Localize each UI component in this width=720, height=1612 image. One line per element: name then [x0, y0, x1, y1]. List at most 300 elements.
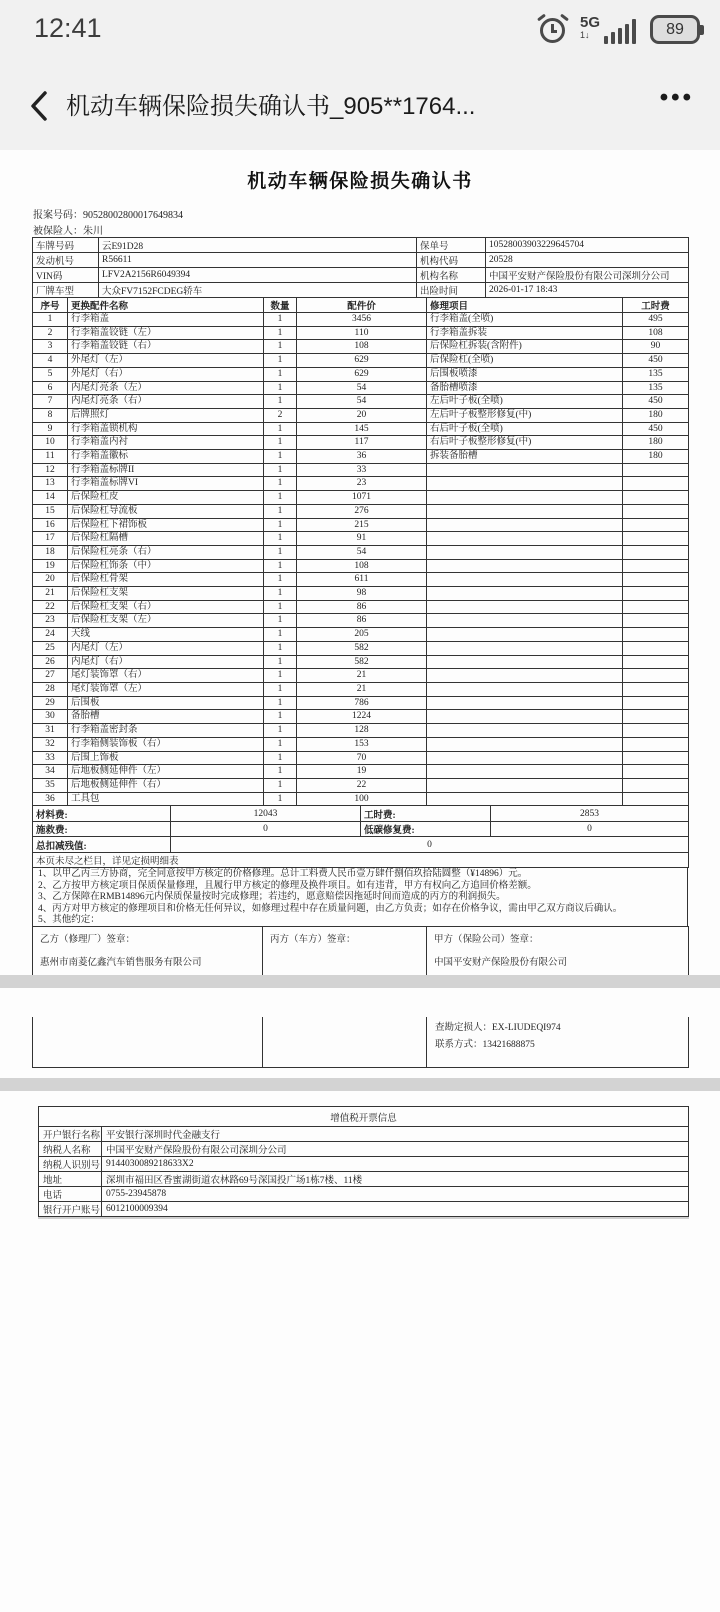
- col-repair-item: 行李箱盖(全喷): [427, 313, 623, 327]
- vat-info-row: [39, 1142, 689, 1157]
- vat-invoice-info-table: [38, 1106, 689, 1217]
- col-part-name: 外尾灯（右）: [68, 367, 264, 381]
- col-part-name: 后保险杠下裙饰板: [68, 518, 264, 532]
- col-no: 31: [33, 724, 68, 738]
- vat-value: 深圳市福田区香蜜湖街道农林路69号深国投广场1栋7楼、11楼: [102, 1172, 689, 1187]
- surveyor-name-line: 查勘定损人：EX-LIUDEQI974: [435, 1023, 561, 1033]
- parts-table-row: [33, 395, 689, 409]
- col-repair-item: [427, 682, 623, 696]
- col-repair-item: [427, 655, 623, 669]
- vat-table-title: 增值税开票信息: [39, 1107, 689, 1127]
- col-repair-item: 行李箱盖拆装: [427, 326, 623, 340]
- col-repair-item: [427, 669, 623, 683]
- clock-time: 12:41: [34, 13, 102, 43]
- col-repair-item: [427, 792, 623, 806]
- vat-info-row: [39, 1187, 689, 1202]
- col-no: 7: [33, 395, 68, 409]
- vat-label: 开户银行名称: [39, 1127, 102, 1142]
- party-c-label: 丙方（车方）签章：: [270, 935, 356, 946]
- col-labor-fee: [623, 504, 689, 518]
- col-part-price: 276: [297, 504, 427, 518]
- col-qty: 1: [264, 491, 297, 505]
- col-part-name: 备胎槽: [68, 710, 264, 724]
- col-part-name: 行李箱盖铰链（左）: [68, 326, 264, 340]
- info-label: 发动机号: [33, 253, 99, 268]
- col-part-name: 后地板侧延伸件（右）: [68, 778, 264, 792]
- col-part-price: 110: [297, 326, 427, 340]
- info-value: 云E91D28: [99, 238, 417, 253]
- status-and-nav-area: [0, 0, 720, 150]
- document-filename-title: 机动车辆保险损失确认书_905**1764...: [66, 93, 476, 120]
- vat-label: 纳税人识别号: [39, 1157, 102, 1172]
- col-repair-item: [427, 518, 623, 532]
- col-repair-item: [427, 751, 623, 765]
- col-no: 36: [33, 792, 68, 806]
- insured-person-line: 被保险人：朱川: [33, 226, 103, 237]
- parts-table-row: [33, 381, 689, 395]
- totals-row: [33, 821, 689, 837]
- col-repair-item: [427, 491, 623, 505]
- col-part-name: 后保险杠支架: [68, 587, 264, 601]
- col-labor-fee: 135: [623, 381, 689, 395]
- col-part-price: 153: [297, 737, 427, 751]
- col-part-price: 54: [297, 545, 427, 559]
- col-qty: 1: [264, 381, 297, 395]
- col-part-price: 36: [297, 450, 427, 464]
- parts-table-header-row: [33, 298, 689, 313]
- col-repair-item: [427, 696, 623, 710]
- col-labor-fee: [623, 518, 689, 532]
- col-qty: 1: [264, 395, 297, 409]
- col-part-name: 尾灯装饰罩（右）: [68, 669, 264, 683]
- col-part-price: 54: [297, 395, 427, 409]
- col-no: 28: [33, 682, 68, 696]
- col-repair-item: 右后叶子板整形修复(中): [427, 436, 623, 450]
- col-part-price: 23: [297, 477, 427, 491]
- parts-table-row: [33, 696, 689, 710]
- totals-row: [33, 806, 689, 822]
- info-value: 中国平安财产保险股份有限公司深圳分公司: [486, 268, 689, 283]
- parts-table-row: [33, 545, 689, 559]
- back-button[interactable]: [28, 90, 50, 122]
- parts-table-row: [33, 367, 689, 381]
- term-line: 2、乙方按甲方核定项目保质保量修理，且履行甲方核定的修理及换件项目。如有违背，甲方有权向乙方追回价格差额。: [38, 880, 537, 891]
- col-qty: 1: [264, 532, 297, 546]
- vat-info-row: [39, 1172, 689, 1187]
- alarm-icon: [540, 18, 565, 43]
- report-number-line: 报案号码：90528002800017649834: [33, 210, 183, 221]
- col-no: 26: [33, 655, 68, 669]
- col-qty: 1: [264, 367, 297, 381]
- col-labor-fee: 90: [623, 340, 689, 354]
- info-label: 出险时间: [417, 283, 486, 298]
- col-no: 21: [33, 587, 68, 601]
- parts-table-row: [33, 628, 689, 642]
- info-value: R56611: [99, 253, 417, 268]
- labor-fee-label: 工时费:: [361, 806, 491, 822]
- col-repair-item: 后保险杠拆装(含附件): [427, 340, 623, 354]
- col-qty: 1: [264, 751, 297, 765]
- col-part-name: 后保险杠隔槽: [68, 532, 264, 546]
- info-label: 机构代码: [417, 253, 486, 268]
- signature-continuation-row: [33, 1017, 689, 1068]
- col-qty: 1: [264, 354, 297, 368]
- vat-value: 0755-23945878: [102, 1187, 689, 1202]
- navigation-bar: [0, 78, 720, 138]
- party-b-continuation-cell: [33, 1017, 263, 1068]
- col-repair-item: [427, 587, 623, 601]
- col-no: 33: [33, 751, 68, 765]
- col-labor-fee: [623, 682, 689, 696]
- col-part-name: 内尾灯亮条（左）: [68, 381, 264, 395]
- col-labor-fee: [623, 641, 689, 655]
- parts-table-row: [33, 532, 689, 546]
- term-line: 5、其他约定：: [38, 915, 100, 926]
- col-labor-fee: [623, 710, 689, 724]
- col-part-name: 行李箱盖徽标: [68, 450, 264, 464]
- col-no: 25: [33, 641, 68, 655]
- col-qty: 1: [264, 765, 297, 779]
- col-qty: 1: [264, 614, 297, 628]
- info-value: 20528: [486, 253, 689, 268]
- vehicle-info-row: [33, 268, 689, 283]
- col-repair-item: 左后叶子板整形修复(中): [427, 408, 623, 422]
- col-repair-item: 备胎槽喷漆: [427, 381, 623, 395]
- col-qty: 1: [264, 559, 297, 573]
- document-body: [32, 237, 688, 979]
- parts-table-row: [33, 313, 689, 327]
- vehicle-info-row: [33, 283, 689, 298]
- col-qty: 1: [264, 778, 297, 792]
- page-separator: [0, 975, 720, 988]
- col-qty: 1: [264, 669, 297, 683]
- col-part-price: 108: [297, 340, 427, 354]
- document-title: 机动车辆保险损失确认书: [247, 171, 473, 192]
- document-page-1: [0, 150, 720, 975]
- parts-table-row: [33, 559, 689, 573]
- col-part-price: 145: [297, 422, 427, 436]
- col-part-name: 行李箱盖标牌II: [68, 463, 264, 477]
- col-labor-fee: [623, 724, 689, 738]
- col-labor-fee: [623, 792, 689, 806]
- document-page-2: [0, 988, 720, 1078]
- party-b-company: 惠州市南菱亿鑫汽车销售服务有限公司: [40, 958, 202, 969]
- vat-title-row: [39, 1107, 689, 1127]
- col-repair-item: 后保险杠(全喷): [427, 354, 623, 368]
- party-c-signature-cell: [263, 927, 427, 980]
- col-repair-item: [427, 573, 623, 587]
- lowcarbon-fee-value: 0: [491, 821, 689, 837]
- parts-table-row: [33, 491, 689, 505]
- parts-column-header: 序号: [33, 298, 68, 313]
- col-labor-fee: [623, 545, 689, 559]
- col-part-price: 86: [297, 614, 427, 628]
- col-repair-item: [427, 463, 623, 477]
- vat-value: 9144030089218633X2: [102, 1157, 689, 1172]
- col-no: 34: [33, 765, 68, 779]
- network-sub-label: 1↓: [580, 30, 590, 40]
- salvage-deduction-label: 总扣减残值:: [33, 837, 171, 853]
- col-no: 6: [33, 381, 68, 395]
- note-row: [33, 852, 689, 868]
- parts-column-header: 修理项目: [427, 298, 623, 313]
- col-part-price: 629: [297, 354, 427, 368]
- col-part-name: 行李箱盖标牌VI: [68, 477, 264, 491]
- material-fee-label: 材料费:: [33, 806, 171, 822]
- signal-strength-icon: [604, 18, 640, 44]
- vat-info-row: [39, 1202, 689, 1217]
- col-repair-item: 后围板喷漆: [427, 367, 623, 381]
- info-label: VIN码: [33, 268, 99, 283]
- col-part-price: 86: [297, 600, 427, 614]
- party-a-signature-cell: [427, 927, 689, 980]
- col-part-name: 后保险杠支架（左）: [68, 614, 264, 628]
- col-qty: 1: [264, 710, 297, 724]
- network-type-label: 5G: [580, 14, 601, 31]
- col-labor-fee: [623, 655, 689, 669]
- col-no: 8: [33, 408, 68, 422]
- parts-table-row: [33, 600, 689, 614]
- term-line: 3、乙方保障在RMB14896元内保质保量按时完成修理；若违约，愿意赔偿因拖延时间而造成的丙方的利润损失。: [38, 892, 506, 903]
- parts-table-row: [33, 340, 689, 354]
- party-a-company: 中国平安财产保险股份有限公司: [434, 958, 568, 969]
- col-no: 27: [33, 669, 68, 683]
- info-value: 2026-01-17 18:43: [486, 283, 689, 298]
- col-no: 13: [33, 477, 68, 491]
- col-qty: 1: [264, 600, 297, 614]
- vat-value: 平安银行深圳时代金融支行: [102, 1127, 689, 1142]
- col-no: 20: [33, 573, 68, 587]
- parts-table-row: [33, 641, 689, 655]
- col-part-name: 后围上饰板: [68, 751, 264, 765]
- col-part-price: 100: [297, 792, 427, 806]
- col-labor-fee: [623, 751, 689, 765]
- parts-column-header: 工时费: [623, 298, 689, 313]
- parts-table-row: [33, 408, 689, 422]
- col-no: 32: [33, 737, 68, 751]
- info-value: 10528003903229645704: [486, 238, 689, 253]
- col-part-name: 尾灯装饰罩（左）: [68, 682, 264, 696]
- col-no: 4: [33, 354, 68, 368]
- term-line: 1、以甲乙丙三方协商，完全同意按甲方核定的价格修理。总计工料费人民币壹万肆仟捌佰玖拾陆圆整（¥14896）元。: [38, 869, 528, 880]
- col-qty: 1: [264, 518, 297, 532]
- col-repair-item: [427, 628, 623, 642]
- col-no: 3: [33, 340, 68, 354]
- col-labor-fee: [623, 491, 689, 505]
- col-labor-fee: [623, 737, 689, 751]
- col-qty: 1: [264, 504, 297, 518]
- party-c-continuation-cell: [263, 1017, 427, 1068]
- col-labor-fee: [623, 587, 689, 601]
- parts-table-row: [33, 504, 689, 518]
- vat-label: 地址: [39, 1172, 102, 1187]
- col-part-price: 1071: [297, 491, 427, 505]
- network-indicator: [580, 15, 600, 40]
- col-qty: 1: [264, 477, 297, 491]
- col-no: 15: [33, 504, 68, 518]
- col-labor-fee: 108: [623, 326, 689, 340]
- col-repair-item: 拆装备胎槽: [427, 450, 623, 464]
- col-qty: 1: [264, 682, 297, 696]
- alarm-icon-bell: [560, 14, 569, 22]
- col-labor-fee: [623, 532, 689, 546]
- col-repair-item: [427, 641, 623, 655]
- col-part-price: 98: [297, 587, 427, 601]
- signature-row: [33, 927, 689, 980]
- col-qty: 1: [264, 326, 297, 340]
- parts-column-header: 数量: [264, 298, 297, 313]
- parts-table-row: [33, 587, 689, 601]
- parts-table-row: [33, 724, 689, 738]
- col-repair-item: [427, 532, 623, 546]
- col-part-price: 21: [297, 669, 427, 683]
- col-qty: 1: [264, 641, 297, 655]
- info-label: 厂牌车型: [33, 283, 99, 298]
- col-no: 11: [33, 450, 68, 464]
- page-note: 本页未尽之栏目，详见定损明细表: [33, 852, 689, 868]
- signature-table: [32, 926, 689, 979]
- col-qty: 1: [264, 628, 297, 642]
- col-part-price: 1224: [297, 710, 427, 724]
- rescue-fee-label: 施救费:: [33, 821, 171, 837]
- col-part-price: 19: [297, 765, 427, 779]
- lowcarbon-fee-label: 低碳修复费:: [361, 821, 491, 837]
- parts-table-row: [33, 669, 689, 683]
- more-options-button[interactable]: •••: [659, 84, 694, 111]
- surveyor-cell: [427, 1017, 689, 1068]
- parts-and-repair-table: [32, 297, 689, 806]
- col-repair-item: [427, 724, 623, 738]
- parts-table-row: [33, 655, 689, 669]
- material-fee-value: 12043: [171, 806, 361, 822]
- col-no: 9: [33, 422, 68, 436]
- parts-table-row: [33, 614, 689, 628]
- col-labor-fee: 180: [623, 436, 689, 450]
- col-labor-fee: 450: [623, 422, 689, 436]
- parts-table-row: [33, 573, 689, 587]
- vat-info-row: [39, 1127, 689, 1142]
- col-part-price: 108: [297, 559, 427, 573]
- parts-table-row: [33, 326, 689, 340]
- battery-icon: 89: [650, 15, 700, 44]
- col-labor-fee: [623, 600, 689, 614]
- vat-info-row: [39, 1157, 689, 1172]
- col-part-price: 70: [297, 751, 427, 765]
- col-repair-item: [427, 710, 623, 724]
- col-part-name: 工具包: [68, 792, 264, 806]
- col-repair-item: 左后叶子板(全喷): [427, 395, 623, 409]
- totals-table: [32, 805, 689, 868]
- col-no: 12: [33, 463, 68, 477]
- vat-label: 纳税人名称: [39, 1142, 102, 1157]
- parts-table-row: [33, 682, 689, 696]
- parts-table-row: [33, 422, 689, 436]
- col-labor-fee: [623, 477, 689, 491]
- col-part-name: 内尾灯（左）: [68, 641, 264, 655]
- col-labor-fee: [623, 765, 689, 779]
- col-qty: 1: [264, 422, 297, 436]
- party-a-label: 甲方（保险公司）签章：: [434, 935, 539, 946]
- col-no: 1: [33, 313, 68, 327]
- col-qty: 1: [264, 724, 297, 738]
- info-label: 保单号: [417, 238, 486, 253]
- col-part-name: 后保险杠亮条（右）: [68, 545, 264, 559]
- col-repair-item: [427, 477, 623, 491]
- rescue-fee-value: 0: [171, 821, 361, 837]
- col-part-price: 22: [297, 778, 427, 792]
- col-part-price: 611: [297, 573, 427, 587]
- col-qty: 1: [264, 587, 297, 601]
- col-no: 2: [33, 326, 68, 340]
- vehicle-info-table: [32, 237, 689, 298]
- col-no: 22: [33, 600, 68, 614]
- parts-table-row: [33, 463, 689, 477]
- col-no: 23: [33, 614, 68, 628]
- col-part-price: 3456: [297, 313, 427, 327]
- col-part-name: 后牌照灯: [68, 408, 264, 422]
- col-part-name: 外尾灯（左）: [68, 354, 264, 368]
- vat-value: 中国平安财产保险股份有限公司深圳分公司: [102, 1142, 689, 1157]
- col-part-price: 215: [297, 518, 427, 532]
- col-no: 30: [33, 710, 68, 724]
- col-qty: 1: [264, 450, 297, 464]
- col-labor-fee: [623, 669, 689, 683]
- signature-table-continuation: [32, 1017, 689, 1068]
- col-part-name: 后保险杠导流板: [68, 504, 264, 518]
- col-labor-fee: 135: [623, 367, 689, 381]
- col-part-price: 786: [297, 696, 427, 710]
- party-b-label: 乙方（修理厂）签章：: [40, 935, 136, 946]
- col-labor-fee: 450: [623, 354, 689, 368]
- col-labor-fee: 180: [623, 408, 689, 422]
- col-repair-item: [427, 545, 623, 559]
- vehicle-info-row: [33, 238, 689, 253]
- agreement-terms: [32, 867, 688, 927]
- col-part-name: 后保险杠支架（右）: [68, 600, 264, 614]
- col-qty: 1: [264, 573, 297, 587]
- col-labor-fee: [623, 628, 689, 642]
- col-repair-item: [427, 614, 623, 628]
- salvage-deduction-value: 0: [171, 837, 689, 853]
- col-no: 14: [33, 491, 68, 505]
- vehicle-info-row: [33, 253, 689, 268]
- col-part-name: 后保险杠骨架: [68, 573, 264, 587]
- parts-table-row: [33, 751, 689, 765]
- info-label: 车牌号码: [33, 238, 99, 253]
- col-part-price: 128: [297, 724, 427, 738]
- parts-table-row: [33, 477, 689, 491]
- col-labor-fee: [623, 463, 689, 477]
- col-no: 18: [33, 545, 68, 559]
- parts-table-row: [33, 778, 689, 792]
- col-no: 29: [33, 696, 68, 710]
- col-qty: 1: [264, 792, 297, 806]
- document-page-3: [0, 1091, 720, 1612]
- info-value: LFV2A2156R6049394: [99, 268, 417, 283]
- totals-row: [33, 837, 689, 853]
- col-part-name: 行李箱盖: [68, 313, 264, 327]
- col-repair-item: [427, 504, 623, 518]
- col-qty: 1: [264, 696, 297, 710]
- parts-column-header: 更换配件名称: [68, 298, 264, 313]
- vat-label: 银行开户账号: [39, 1202, 102, 1217]
- col-labor-fee: 450: [623, 395, 689, 409]
- party-b-signature-cell: [33, 927, 263, 980]
- col-no: 10: [33, 436, 68, 450]
- parts-table-row: [33, 710, 689, 724]
- col-labor-fee: 180: [623, 450, 689, 464]
- col-qty: 2: [264, 408, 297, 422]
